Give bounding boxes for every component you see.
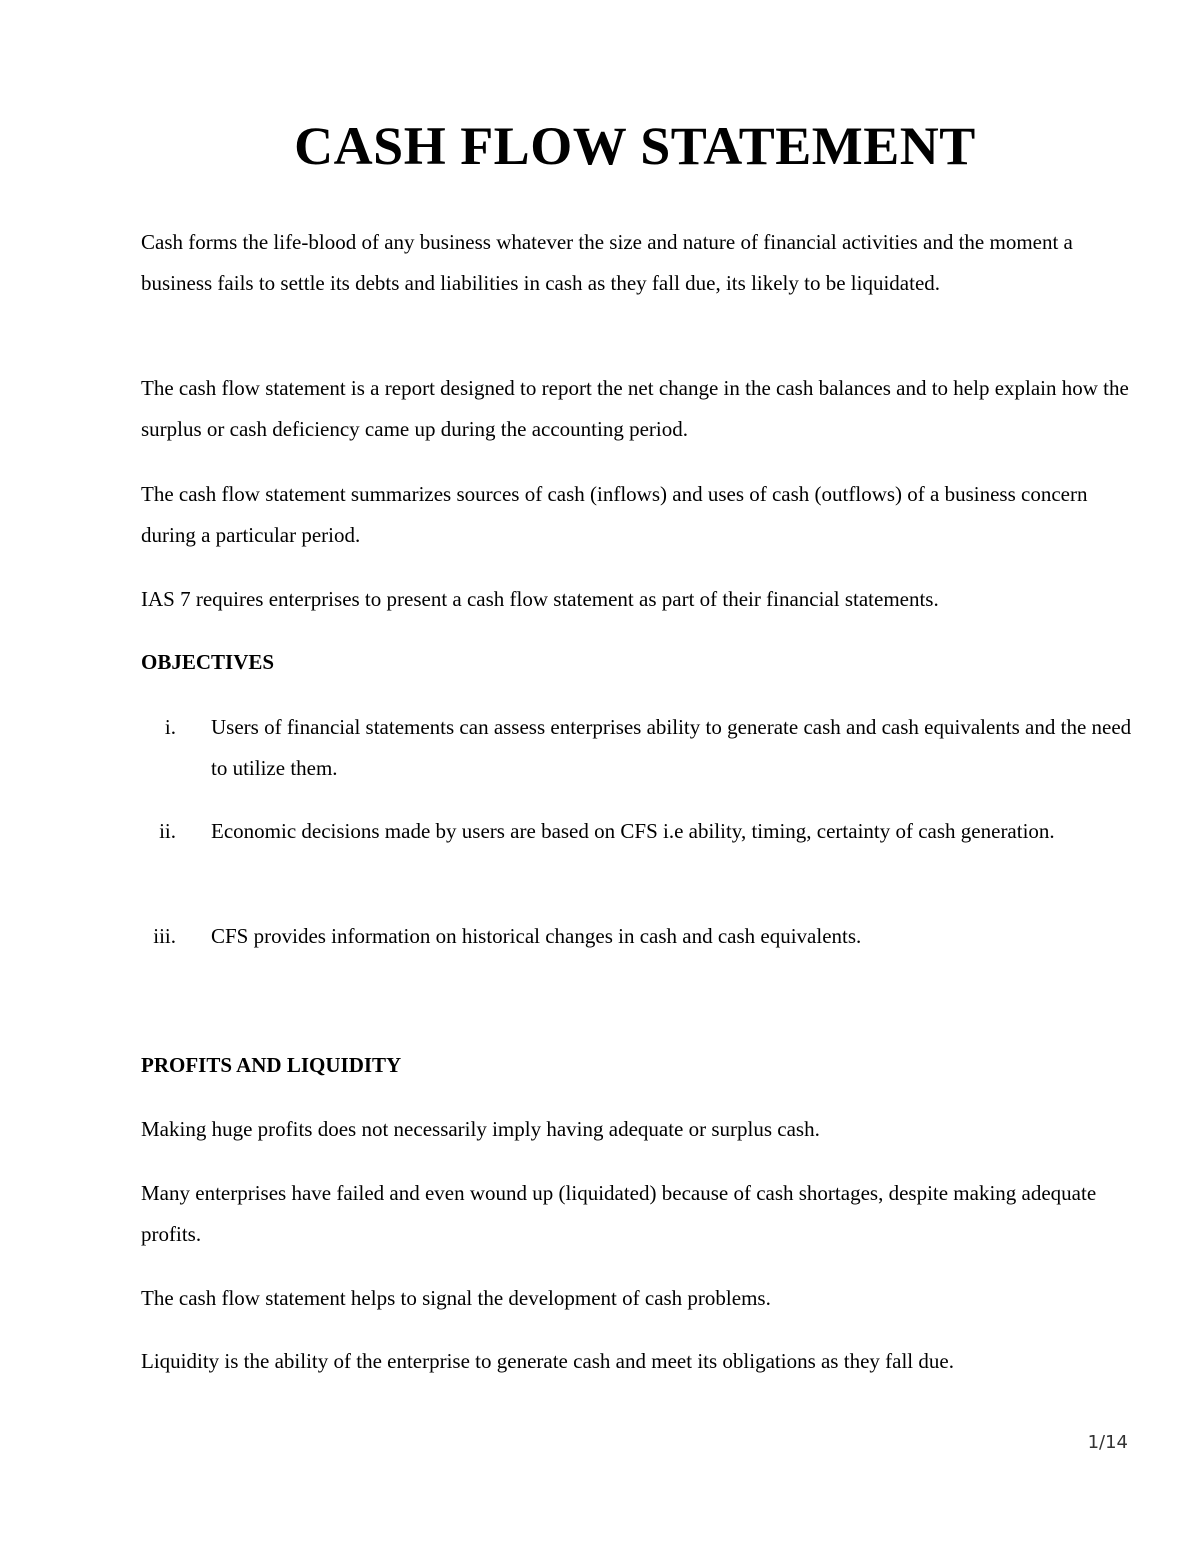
intro-paragraph-3: The cash flow statement summarizes sources of cash (inflows) and uses of cash (outflows) of a business concern during a particular period.: [141, 482, 1088, 547]
list-text: Users of financial statements can assess enterprises ability to generate cash and cash equivalents and the need to utilize them.: [211, 715, 1132, 780]
list-number: ii.: [159, 819, 176, 843]
objectives-heading: OBJECTIVES: [141, 650, 275, 674]
list-number: iii.: [153, 924, 176, 948]
profits-heading: PROFITS AND LIQUIDITY: [141, 1053, 402, 1077]
profits-paragraph-3: The cash flow statement helps to signal the development of cash problems.: [141, 1286, 771, 1310]
profits-paragraph-1: Making huge profits does not necessarily imply having adequate or surplus cash.: [141, 1117, 820, 1141]
intro-paragraph-2: The cash flow statement is a report designed to report the net change in the cash balances and to help explain how the surplus or cash deficiency came up during the accounting period.: [141, 376, 1129, 441]
intro-paragraph-4: IAS 7 requires enterprises to present a cash flow statement as part of their financial statements.: [141, 587, 939, 611]
list-text: Economic decisions made by users are based on CFS i.e ability, timing, certainty of cash generation.: [211, 819, 1055, 843]
profits-paragraph-4: Liquidity is the ability of the enterprise to generate cash and meet its obligations as they fall due.: [141, 1349, 954, 1373]
intro-paragraph-1: Cash forms the life-blood of any business whatever the size and nature of financial activities and the moment a business fails to settle its debts and liabilities in cash as they fall due, its likely to be liquidated.: [141, 230, 1073, 295]
page-number: 1/14: [1087, 1432, 1128, 1453]
document-title: CASH FLOW STATEMENT: [294, 116, 976, 176]
list-text: CFS provides information on historical changes in cash and cash equivalents.: [211, 924, 862, 948]
list-number: i.: [164, 715, 176, 739]
profits-paragraph-2: Many enterprises have failed and even wound up (liquidated) because of cash shortages, despite making adequate profits.: [141, 1181, 1097, 1246]
